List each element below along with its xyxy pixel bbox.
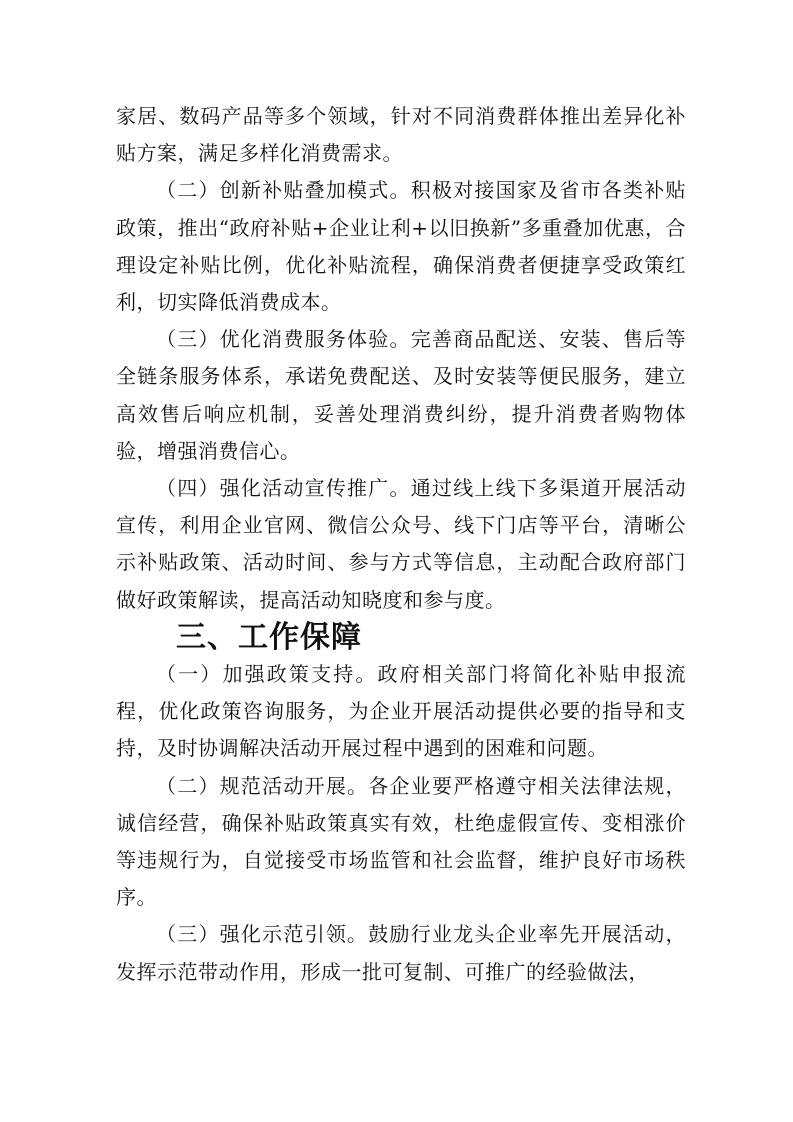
paragraph-6: （二）规范活动开展。各企业要严格遵守相关法律法规，诚信经营，确保补贴政策真实有效，杜绝虚假宣传、变相涨价等违规行为，自觉接受市场监管和社会监督，维护良好市场秩序。 xyxy=(116,773,686,910)
paragraph-7: （三）强化示范引领。鼓励行业龙头企业率先开展活动，发挥示范带动作用，形成一批可复制、可推广的经验做法， xyxy=(116,922,686,984)
paragraph-3: （三）优化消费服务体验。完善商品配送、安装、售后等全链条服务体系，承诺免费配送、及时安装等便民服务，建立高效售后响应机制，妥善处理消费纠纷，提升消费者购物体验，增强消费信心。 xyxy=(116,327,686,463)
document-body xyxy=(116,98,686,991)
paragraph-4: （四）强化活动宣传推广。通过线上线下多渠道开展活动宣传，利用企业官网、微信公众号、线下门店等平台，清晰公示补贴政策、活动时间、参与方式等信息，主动配合政府部门做好政策解读，提高活动知晓度和参与度。 xyxy=(116,476,686,612)
paragraph-5: （一）加强政策支持。政府相关部门将简化补贴申报流程，优化政策咨询服务，为企业开展活动提供必要的指导和支持，及时协调解决活动开展过程中遇到的困难和问题。 xyxy=(116,662,686,761)
section-heading-work-guarantee: 三、工作保障 xyxy=(176,619,362,655)
paragraph-2: （二）创新补贴叠加模式。积极对接国家及省市各类补贴政策，推出“政府补贴+企业让利+以旧换新”多重叠加优惠，合理设定补贴比例，优化补贴流程，确保消费者便捷享受政策红利，切实降低消费成本。 xyxy=(116,178,686,315)
paragraph-1: 家居、数码产品等多个领域，针对不同消费群体推出差异化补贴方案，满足多样化消费需求。 xyxy=(116,104,686,166)
